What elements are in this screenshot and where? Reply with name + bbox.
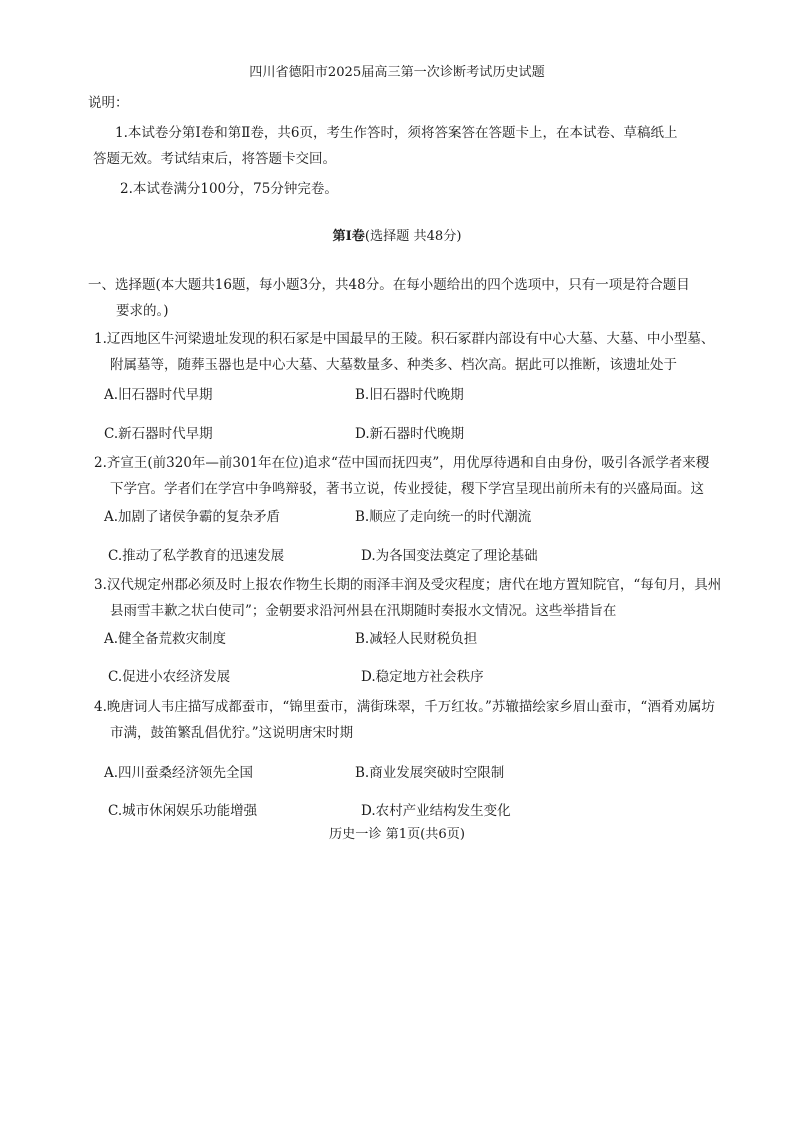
question-1-option-a: A.旧石器时代早期 bbox=[104, 387, 213, 403]
question-2-stem-line-1: 2.齐宣王(前320年—前301年在位)追求“莅中国而抚四夷”，用优厚待遇和自由身份，吸引各派学者来稷 bbox=[94, 455, 710, 471]
question-3-option-a: A.健全备荒救灾制度 bbox=[104, 631, 227, 647]
question-3-option-d: D.稳定地方社会秩序 bbox=[361, 669, 484, 685]
question-3-stem-line-2: 县雨雪丰歉之状白使司”；金朝要求沿河州县在汛期随时奏报水文情况。这些举措旨在 bbox=[110, 603, 617, 619]
question-1-option-d: D.新石器时代晚期 bbox=[355, 426, 465, 442]
instruction-1-line-1: 1.本试卷分第Ⅰ卷和第Ⅱ卷，共6页，考生作答时，须将答案答在答题卡上，在本试卷、草稿纸上 bbox=[115, 125, 678, 141]
question-2-option-d: D.为各国变法奠定了理论基础 bbox=[361, 548, 538, 564]
question-1-stem-line-2: 附属墓等，随葬玉器也是中心大墓、大墓数量多、种类多、档次高。据此可以推断，该遗址处于 bbox=[110, 357, 677, 373]
question-4-option-c: C.城市休闲娱乐功能增强 bbox=[108, 803, 258, 819]
question-2-stem-line-2: 下学宫。学者们在学宫中争鸣辩驳，著书立说，传业授徒，稷下学宫呈现出前所未有的兴盛局面。这 bbox=[110, 481, 704, 497]
question-2-option-b: B.顺应了走向统一的时代潮流 bbox=[355, 509, 532, 525]
page-footer: 历史一诊 第1页(共6页) bbox=[329, 827, 465, 842]
part-heading-line-1: 一、选择题(本大题共16题，每小题3分，共48分。在每小题给出的四个选项中，只有一项是符合题目 bbox=[88, 277, 690, 293]
question-2-option-a: A.加剧了诸侯争霸的复杂矛盾 bbox=[104, 509, 281, 525]
question-4-stem-line-2: 市满，鼓笛繁乱倡优狞。”这说明唐宋时期 bbox=[110, 725, 354, 741]
question-4-option-b: B.商业发展突破时空限制 bbox=[355, 765, 505, 781]
instruction-1-line-2: 答题无效。考试结束后，将答题卡交回。 bbox=[93, 151, 336, 167]
instruction-2: 2.本试卷满分100分，75分钟完卷。 bbox=[120, 181, 338, 197]
question-4-option-d: D.农村产业结构发生变化 bbox=[361, 803, 511, 819]
section-title-bold: 第Ⅰ卷 bbox=[332, 229, 365, 244]
question-3-option-c: C.促进小农经济发展 bbox=[108, 669, 231, 685]
question-2-option-c: C.推动了私学教育的迅速发展 bbox=[108, 548, 285, 564]
question-1-option-b: B.旧石器时代晚期 bbox=[355, 387, 464, 403]
section-title bbox=[0, 228, 794, 246]
part-heading-line-2: 要求的。) bbox=[116, 303, 169, 319]
question-3-stem-line-1: 3.汉代规定州郡必须及时上报农作物生长期的雨泽丰润及受灾程度；唐代在地方置知院官，“每旬月，具州 bbox=[94, 577, 722, 593]
question-1-stem-line-1: 1.辽西地区牛河梁遗址发现的积石冢是中国最早的王陵。积石冢群内部设有中心大墓、大墓、中小型墓、 bbox=[94, 331, 715, 347]
question-4-stem-line-1: 4.晚唐词人韦庄描写成都蚕市，“锦里蚕市，满街珠翠，千万红妆。”苏辙描绘家乡眉山蚕市，“酒肴劝属坊 bbox=[94, 699, 715, 715]
question-4-option-a: A.四川蚕桑经济领先全国 bbox=[104, 765, 254, 781]
question-3-option-b: B.减轻人民财税负担 bbox=[355, 631, 478, 647]
instructions-label: 说明： bbox=[88, 95, 129, 111]
question-1-option-c: C.新石器时代早期 bbox=[104, 426, 213, 442]
section-title-rest: (选择题 共48分) bbox=[364, 229, 462, 244]
page-title: 四川省德阳市2025届高三第一次诊断考试历史试题 bbox=[249, 65, 545, 80]
